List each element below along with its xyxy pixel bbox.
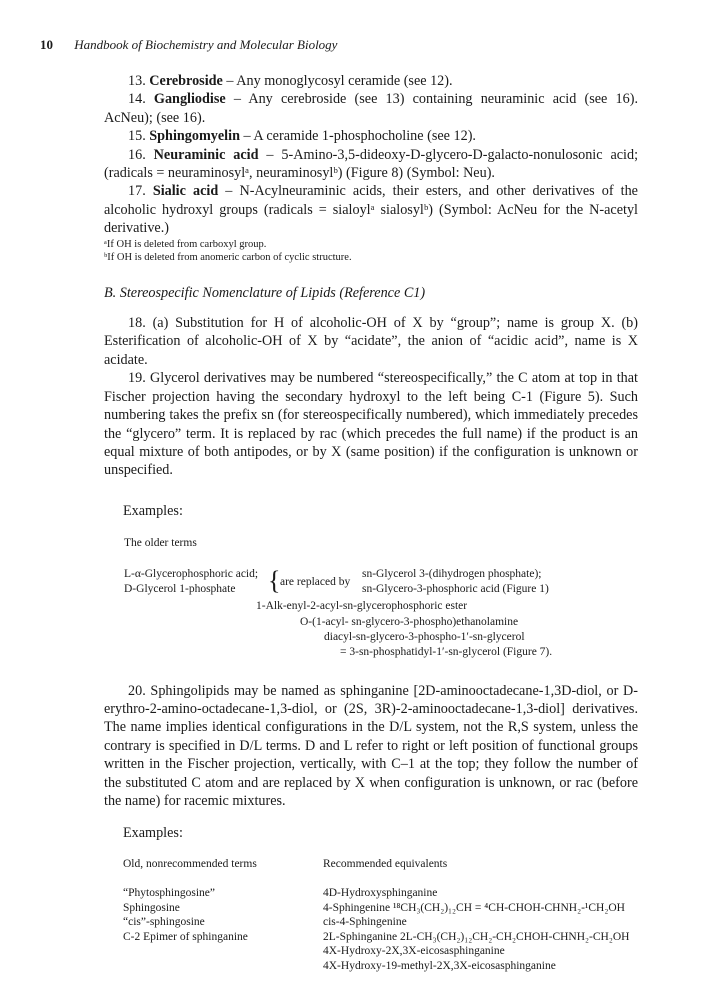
older-terms-label: The older terms [124, 537, 197, 550]
item-16: 16. Neuraminic acid – 5-Amino-3,5-dideoxy-D-glycero-D-galacto-nonulosonic acid; (radicals = neuraminosylᵃ, neuraminosylᵇ) (Figure 8) (Symbol: Neu). [104, 146, 639, 182]
table-cell: 4-Sphingenine ¹⁸CH₃(CH₂)₁₂CH = ⁴CH-CHOH-CHNH₂-¹CH₂OH [323, 901, 625, 914]
table-cell: cis-4-Sphingenine [323, 916, 407, 929]
footnote-b: ᵇIf OH is deleted from anomeric carbon of cyclic structure. [104, 251, 352, 263]
new-term-6: = 3-sn-phosphatidyl-1′-sn-glycerol (Figure 7). [340, 645, 553, 658]
table-cell [123, 944, 323, 959]
examples-label: Examples: [123, 502, 183, 519]
page-number: 10 [40, 37, 53, 52]
older-terms-block [104, 567, 638, 682]
table-row [123, 930, 629, 945]
item-13: 13. Cerebroside – Any monoglycosyl ceramide (see 12). [128, 73, 453, 89]
examples-label-2: Examples: [123, 825, 183, 842]
table-row [123, 886, 629, 901]
item-15: 15. Sphingomyelin – A ceramide 1-phosphocholine (see 12). [128, 128, 476, 145]
older-term-2: D-Glycerol 1-phosphate [124, 582, 236, 595]
table-row [123, 901, 629, 916]
new-term-3: 1-Alk-enyl-2-acyl-sn-glycerophosphoric ester [256, 599, 468, 612]
table-cell: 4X-Hydroxy-2X,3X-eicosasphinganine [323, 945, 505, 958]
table-header: Recommended equivalents [323, 857, 448, 870]
brace-icon: { [268, 565, 281, 595]
paragraph-18: 18. (a) Substitution for H of alcoholic-OH of X by “group”; name is group X. (b) Esterification of alcoholic-OH of X by “acidate”, the anion of “acidic acid”, name is X acidate. [104, 315, 638, 368]
table-cell [123, 959, 323, 974]
table-cell: 4X-Hydroxy-19-methyl-2X,3X-eicosasphinganine [323, 959, 556, 972]
running-title: Handbook of Biochemistry and Molecular Biology [74, 37, 338, 52]
new-term-4: O-(1-acyl- sn-glycero-3-phospho)ethanolamine [300, 615, 519, 628]
footnote-a: ᵃIf OH is deleted from carboxyl group. [104, 238, 267, 250]
table-row [123, 959, 629, 974]
table-header: Old, nonrecommended terms [123, 857, 257, 870]
replaced-by-label: are replaced by [280, 575, 351, 588]
table-cell: “cis”-sphingosine [123, 916, 205, 929]
table-row [123, 944, 629, 959]
table-row [123, 915, 629, 930]
new-term-1: sn-Glycerol 3-(dihydrogen phosphate); [362, 567, 542, 580]
running-header [40, 37, 337, 53]
older-term-1: L-α-Glycerophosphoric acid; [124, 567, 259, 580]
table-cell: Sphingosine [123, 901, 180, 914]
section-heading: B. Stereospecific Nomenclature of Lipids (Reference C1) [104, 284, 426, 301]
equivalents-table [123, 857, 629, 974]
table-header-row [123, 857, 629, 887]
new-term-5: diacyl-sn-glycero-3-phospho-1′-sn-glycerol [324, 630, 525, 643]
table-cell: 2L-Sphinganine 2L-CH₃(CH₂)₁₂CH₂-CH₂CHOH-CHNH₂-CH₂OH [323, 930, 630, 943]
table-cell: 4D-Hydroxysphinganine [323, 887, 438, 900]
page-body [104, 72, 638, 973]
new-term-2: sn-Glycero-3-phosphoric acid (Figure 1) [362, 582, 549, 595]
item-14: 14. Gangliodise – Any cerebroside (see 13) containing neuraminic acid (see 16). AcNeu); (see 16). [104, 91, 638, 126]
paragraph-19: 19. Glycerol derivatives may be numbered “stereospecifically,” the C atom at top in that Fischer projection having the secondary hydroxyl to the left being C-1 (Figure 5). Such numbering takes the prefix sn (for stereospecifically numbered), which immediately precedes the “glycero” term. It is replaced by rac (which precedes the full name) if the product is an equal mixture of both antipodes, or by X (same position) if the configuration is unknown or unspecified. [104, 370, 638, 479]
item-17: 17. Sialic acid – N-Acylneuraminic acids, their esters, and other derivatives of the alcoholic hydroxyl groups (radicals = sialoylᵃ sialosylᵇ) (Symbol: AcNeu for the N-acetyl derivative.) [104, 183, 638, 237]
table-cell: C-2 Epimer of sphinganine [123, 930, 248, 943]
table-cell: “Phytosphingosine” [123, 887, 215, 900]
paragraph-20: 20. Sphingolipids may be named as sphinganine [2D-aminooctadecane-1,3D-diol, or D-erythro-2-amino-octadecane-1,3-diol, or (2S, 3R)-2-aminooctadecane-1,3-diol] derivatives. The name implies identical configurations in the D/L system, not the R,S system, unless the contrary is specified in D/L terms. D and L refer to right or left position of functional groups written in the Fischer projection, vertically, with C–1 at the top; they follow the number of the substituted C atom and are replaced by X when configuration is unknown, or rac (before the name) for racemic mixtures. [104, 682, 638, 809]
